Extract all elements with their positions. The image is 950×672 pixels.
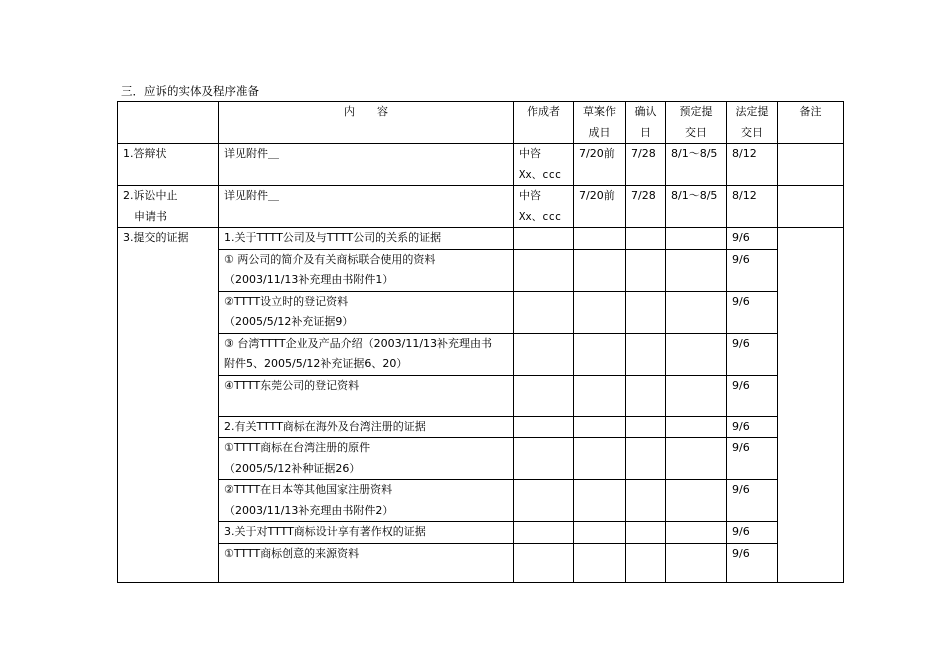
legal-cell: 9/6: [727, 416, 778, 438]
table-row: [118, 522, 844, 544]
content-cell: 1.关于TTTT公司及与TTTT公司的关系的证据: [219, 228, 514, 250]
scheduled-cell: [666, 375, 727, 416]
author-cell: [514, 228, 574, 250]
draft-cell: [574, 438, 626, 480]
table-row: [118, 480, 844, 522]
legal-cell: 9/6: [727, 522, 778, 544]
confirm-cell: [626, 291, 666, 333]
confirm-cell: [626, 249, 666, 291]
confirm-cell: [626, 438, 666, 480]
table-row: [118, 438, 844, 480]
remark-cell: [778, 144, 844, 186]
table-row: [118, 186, 844, 228]
draft-cell: [574, 543, 626, 582]
header-row: [118, 102, 844, 144]
confirm-cell: [626, 228, 666, 250]
confirm-cell: [626, 333, 666, 375]
author-cell: [514, 291, 574, 333]
draft-cell: [574, 522, 626, 544]
legal-cell: 8/12: [727, 186, 778, 228]
remark-cell: [778, 228, 844, 583]
author-cell: [514, 543, 574, 582]
confirm-cell: [626, 416, 666, 438]
draft-cell: [574, 249, 626, 291]
scheduled-cell: 8/1～8/5: [666, 186, 727, 228]
author-cell: [514, 333, 574, 375]
scheduled-cell: [666, 438, 727, 480]
item-cell: 1.答辩状: [118, 144, 219, 186]
scheduled-cell: 8/1～8/5: [666, 144, 727, 186]
author-cell: [514, 522, 574, 544]
author-cell: 中咨 Xx、ccc: [514, 186, 574, 228]
content-cell: 详见附件＿: [219, 186, 514, 228]
author-cell: 中咨 Xx、ccc: [514, 144, 574, 186]
draft-cell: [574, 480, 626, 522]
header-scheduled-date: 预定提 交日: [666, 102, 727, 144]
legal-cell: 9/6: [727, 228, 778, 250]
author-cell: [514, 480, 574, 522]
header-draft-date: 草案作 成日: [574, 102, 626, 144]
content-cell: ④TTTT东莞公司的登记资料: [219, 375, 514, 416]
content-cell: ①TTTT商标在台湾注册的原件 （2005/5/12补种证据26）: [219, 438, 514, 480]
content-cell: ①TTTT商标创意的来源资料: [219, 543, 514, 582]
header-author: 作成者: [514, 102, 574, 144]
header-content: 内 容: [219, 102, 514, 144]
legal-cell: 9/6: [727, 543, 778, 582]
content-cell: ③ 台湾TTTT企业及产品介绍（2003/11/13补充理由书 附件5、2005/5/12补充证据6、20）: [219, 333, 514, 375]
legal-cell: 9/6: [727, 333, 778, 375]
header-item: [118, 102, 219, 144]
section-title: 三．应诉的实体及程序准备: [121, 84, 259, 98]
content-cell: 3.关于对TTTT商标设计享有著作权的证据: [219, 522, 514, 544]
draft-cell: [574, 291, 626, 333]
confirm-cell: [626, 480, 666, 522]
table-row: [118, 543, 844, 582]
confirm-cell: [626, 543, 666, 582]
header-legal-date: 法定提 交日: [727, 102, 778, 144]
legal-cell: 9/6: [727, 375, 778, 416]
table-row: [118, 144, 844, 186]
draft-cell: 7/20前: [574, 186, 626, 228]
content-cell: 详见附件＿: [219, 144, 514, 186]
scheduled-cell: [666, 416, 727, 438]
confirm-cell: 7/28: [626, 186, 666, 228]
content-cell: ②TTTT在日本等其他国家注册资料 （2003/11/13补充理由书附件2）: [219, 480, 514, 522]
draft-cell: [574, 416, 626, 438]
draft-cell: [574, 333, 626, 375]
scheduled-cell: [666, 522, 727, 544]
table-row: [118, 416, 844, 438]
item-cell: 3.提交的证据: [118, 228, 219, 583]
legal-cell: 9/6: [727, 480, 778, 522]
remark-cell: [778, 186, 844, 228]
content-cell: ① 两公司的简介及有关商标联合使用的资料 （2003/11/13补充理由书附件1）: [219, 249, 514, 291]
draft-cell: [574, 375, 626, 416]
scheduled-cell: [666, 480, 727, 522]
legal-cell: 8/12: [727, 144, 778, 186]
content-cell: 2.有关TTTT商标在海外及台湾注册的证据: [219, 416, 514, 438]
procedure-table: [117, 101, 844, 583]
confirm-cell: 7/28: [626, 144, 666, 186]
header-confirm-date: 确认 日: [626, 102, 666, 144]
draft-cell: 7/20前: [574, 144, 626, 186]
author-cell: [514, 249, 574, 291]
legal-cell: 9/6: [727, 249, 778, 291]
legal-cell: 9/6: [727, 438, 778, 480]
author-cell: [514, 416, 574, 438]
table-row: [118, 228, 844, 250]
scheduled-cell: [666, 291, 727, 333]
confirm-cell: [626, 375, 666, 416]
confirm-cell: [626, 522, 666, 544]
table-row: [118, 249, 844, 291]
legal-cell: 9/6: [727, 291, 778, 333]
header-remark: 备注: [778, 102, 844, 144]
scheduled-cell: [666, 333, 727, 375]
scheduled-cell: [666, 249, 727, 291]
table-row: [118, 375, 844, 416]
table-row: [118, 291, 844, 333]
scheduled-cell: [666, 228, 727, 250]
item-cell: 2.诉讼中止 申请书: [118, 186, 219, 228]
table-row: [118, 333, 844, 375]
author-cell: [514, 375, 574, 416]
scheduled-cell: [666, 543, 727, 582]
author-cell: [514, 438, 574, 480]
content-cell: ②TTTT设立时的登记资料 （2005/5/12补充证据9）: [219, 291, 514, 333]
draft-cell: [574, 228, 626, 250]
